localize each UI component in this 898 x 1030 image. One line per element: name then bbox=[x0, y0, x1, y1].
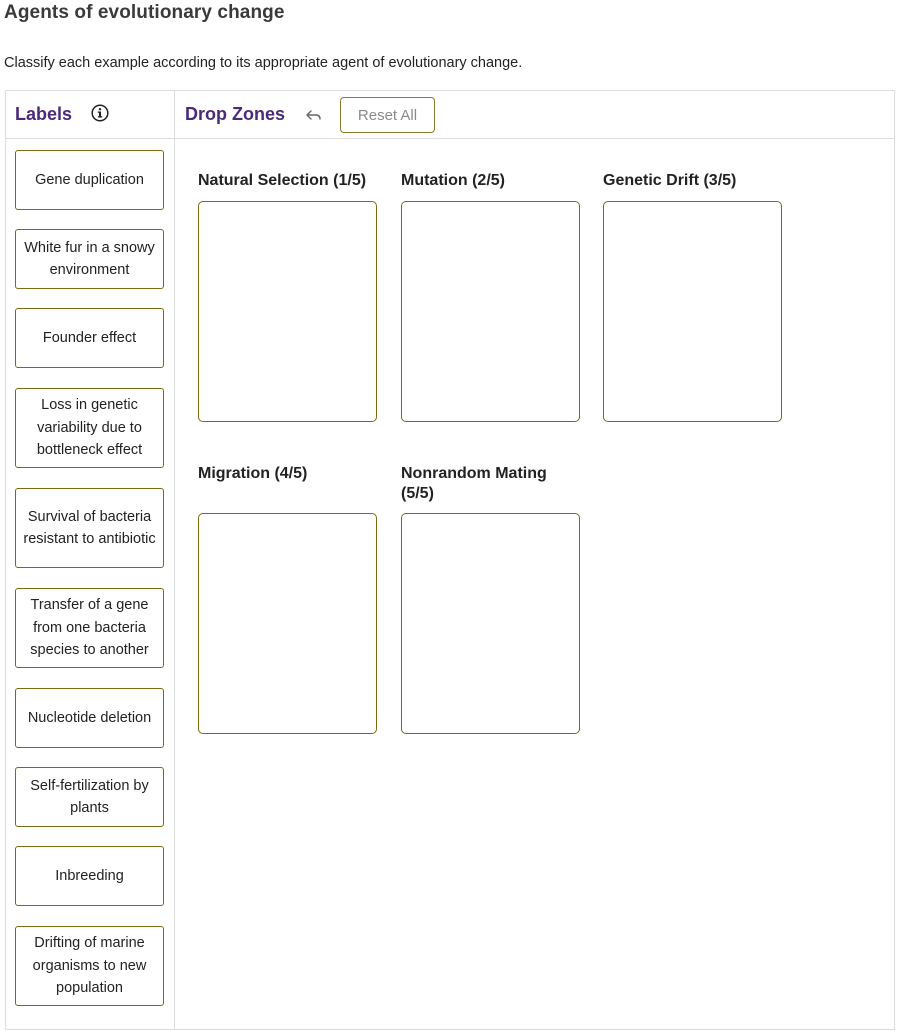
dropzone-title-nonrandom-mating: Nonrandom Mating (5/5) bbox=[401, 465, 547, 502]
info-circle-icon[interactable] bbox=[91, 104, 109, 122]
label-card-drifting-marine[interactable] bbox=[15, 926, 164, 1006]
undo-arrow-icon[interactable] bbox=[305, 107, 323, 123]
label-card-self-fertilization[interactable] bbox=[15, 767, 164, 827]
dropzone-genetic-drift[interactable] bbox=[603, 201, 782, 422]
label-card-text: Founder effect bbox=[42, 329, 137, 346]
reset-all-button[interactable]: Reset All bbox=[340, 97, 435, 133]
panel-divider-vertical bbox=[174, 90, 175, 1030]
dropzone-natural-selection[interactable] bbox=[198, 201, 377, 422]
label-card-text: Gene duplication bbox=[35, 171, 144, 188]
panel-divider-horizontal bbox=[5, 138, 895, 139]
label-card-inbreeding[interactable] bbox=[15, 846, 164, 906]
label-card-gene-transfer[interactable] bbox=[15, 588, 164, 668]
label-card-gene-duplication[interactable] bbox=[15, 150, 164, 210]
dropzone-nonrandom-mating[interactable] bbox=[401, 513, 580, 734]
label-card-text: Nucleotide deletion bbox=[27, 709, 152, 726]
dropzones-header: Drop Zones bbox=[185, 104, 286, 124]
labels-header: Labels bbox=[15, 104, 73, 124]
label-card-text: Transfer of a gene from one bacteria species to another bbox=[30, 597, 149, 659]
dropzone-title-migration: Migration (4/5) bbox=[198, 465, 308, 482]
label-card-text: Self-fertilization by plants bbox=[30, 777, 149, 816]
label-card-text: Loss in genetic variability due to bottleneck effect bbox=[36, 397, 143, 459]
label-card-text: Survival of bacteria resistant to antibiotic bbox=[23, 508, 156, 547]
label-card-bottleneck-effect[interactable] bbox=[15, 388, 164, 468]
dropzone-migration[interactable] bbox=[198, 513, 377, 734]
dropzone-title-mutation: Mutation (2/5) bbox=[401, 172, 505, 189]
dropzone-mutation[interactable] bbox=[401, 201, 580, 422]
page-title: Agents of evolutionary change bbox=[4, 2, 285, 23]
label-card-bacteria-resistance[interactable] bbox=[15, 488, 164, 568]
label-card-nucleotide-deletion[interactable] bbox=[15, 688, 164, 748]
label-card-text: White fur in a snowy environment bbox=[24, 239, 155, 278]
label-card-text: Inbreeding bbox=[55, 867, 124, 884]
label-card-white-fur[interactable] bbox=[15, 229, 164, 289]
dropzone-title-genetic-drift: Genetic Drift (3/5) bbox=[603, 172, 737, 189]
label-card-text: Drifting of marine organisms to new population bbox=[32, 935, 147, 997]
dropzone-title-natural-selection: Natural Selection (1/5) bbox=[198, 172, 367, 189]
instructions-text: Classify each example according to its appropriate agent of evolutionary change. bbox=[4, 55, 523, 71]
label-card-founder-effect[interactable] bbox=[15, 308, 164, 368]
